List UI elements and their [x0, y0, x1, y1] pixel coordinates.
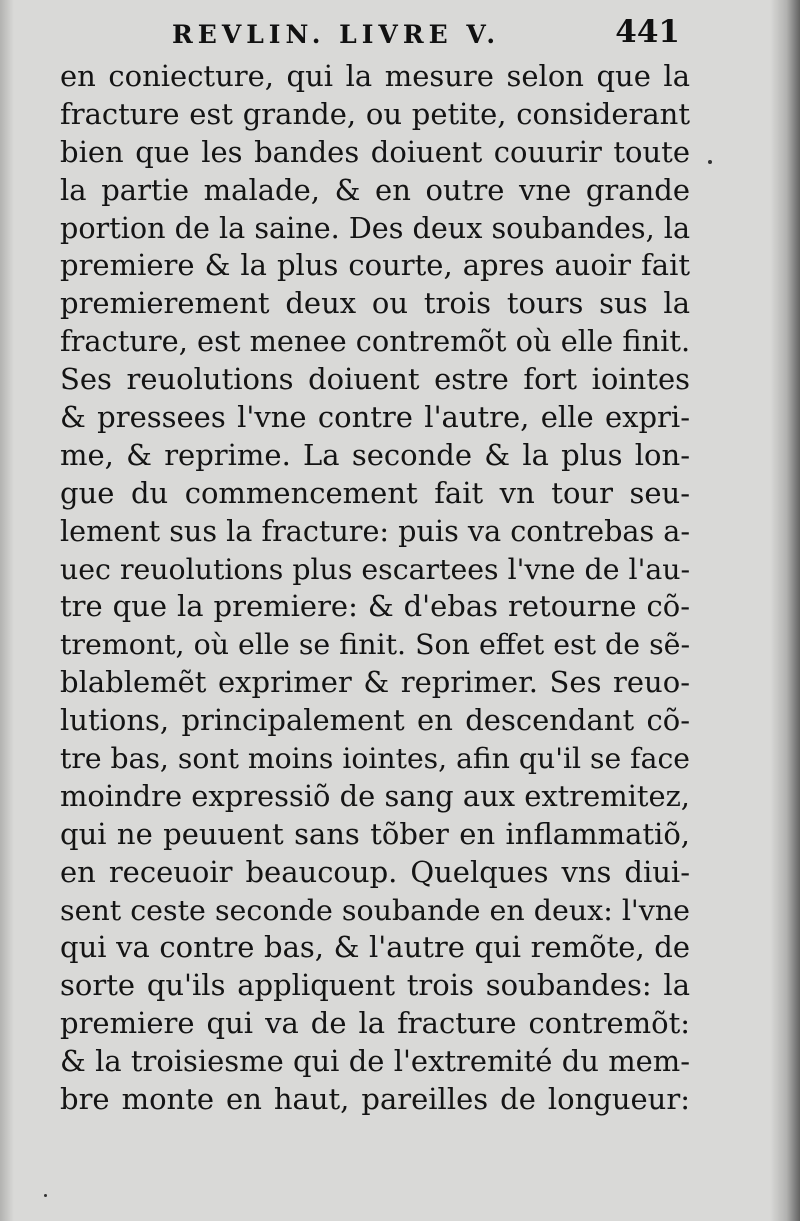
text-line: tre bas, sont moins iointes, afin qu'il se face [60, 742, 690, 776]
text-line: lement sus la fracture: puis va contrebas a- [60, 513, 690, 548]
text-line: Ses reuolutions doiuent estre fort iointes [60, 362, 690, 397]
text-line: gue du commencement fait vn tour seu- [60, 475, 690, 510]
text-line: qui va contre bas, & l'autre qui remõte, de [60, 930, 690, 965]
text-line: tre que la premiere: & d'ebas retourne cõ- [60, 589, 690, 624]
page-number: 441 [615, 14, 680, 50]
text-line: premiere qui va de la fracture contremõt: [60, 1006, 690, 1041]
text-line: qui ne peuuent sans tõber en inflammatiõ, [60, 816, 690, 851]
text-line: blablemẽt exprimer & reprimer. Ses reuo- [60, 665, 690, 700]
text-line: en coniecture, qui la mesure selon que la [60, 59, 690, 93]
text-line: lutions, principalement en descendant cõ- [60, 703, 690, 738]
text-line: & la troisiesme qui de l'extremité du mem- [60, 1044, 690, 1079]
ink-speck [708, 160, 712, 164]
text-line: uec reuolutions plus escartees l'vne de l'au- [60, 552, 691, 586]
running-head: REVLIN. LIVRE V. [172, 20, 501, 49]
text-line: moindre expressiõ de sang aux extremitez, [60, 778, 690, 813]
text-line: fracture est grande, ou petite, considerant [60, 96, 690, 131]
text-line: tremont, où elle se finit. Son effet est de sẽ- [60, 628, 691, 662]
text-line: premierement deux ou trois tours sus la [60, 286, 690, 321]
text-line: sorte qu'ils appliquent trois soubandes: la [60, 968, 690, 1003]
page-gutter-shadow [770, 0, 800, 1221]
page-header [60, 14, 680, 58]
page-left-edge [0, 0, 14, 1221]
text-line: sent ceste seconde soubande en deux: l'vne [60, 893, 690, 927]
text-line: portion de la saine. Des deux soubandes, la [60, 210, 691, 245]
text-line: bien que les bandes doiuent couurir toute [60, 134, 690, 169]
text-line: fracture, est menee contremõt où elle finit. [60, 324, 691, 359]
text-line: me, & reprime. La seconde & la plus lon- [60, 437, 690, 472]
ink-speck [44, 1194, 47, 1197]
text-line: en receuoir beaucoup. Quelques vns diui- [60, 854, 690, 889]
text-line: la partie malade, & en outre vne grande [60, 172, 690, 207]
text-line: & pressees l'vne contre l'autre, elle expri- [60, 400, 690, 435]
body-text [60, 58, 690, 1119]
text-line: premiere & la plus courte, apres auoir fait [60, 248, 690, 283]
text-line: bre monte en haut, pareilles de longueur: [60, 1082, 690, 1117]
